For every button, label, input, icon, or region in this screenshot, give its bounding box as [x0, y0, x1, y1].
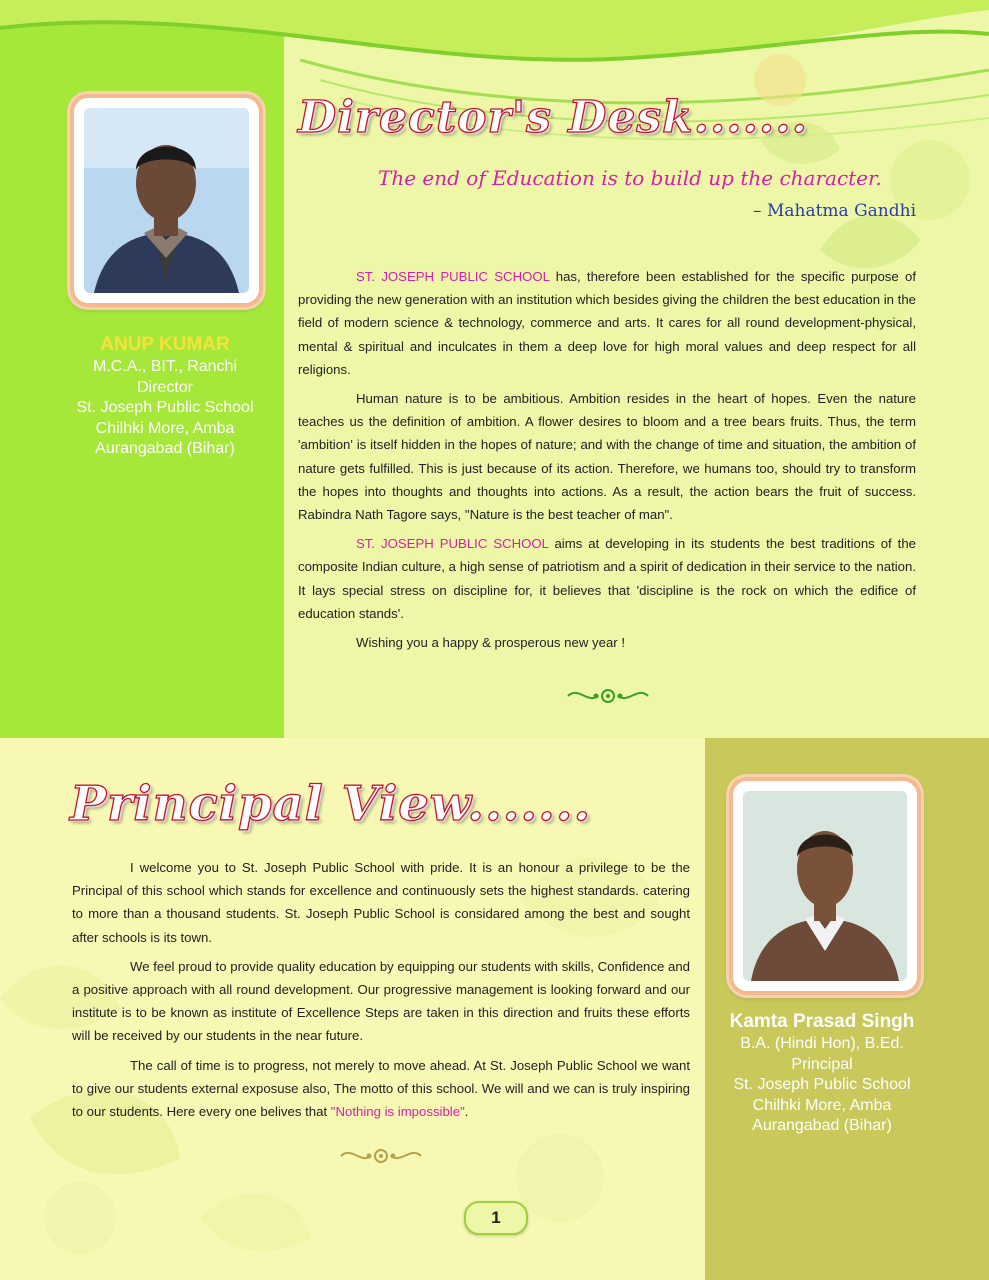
quote-text: The end of Education is to build up the character.	[378, 166, 882, 190]
principal-name: Kamta Prasad Singh	[729, 1011, 915, 1032]
director-message	[298, 265, 916, 660]
director-address-line1: Chilhki More, Amba	[95, 419, 235, 437]
school-name-highlight: ST. JOSEPH PUBLIC SCHOOL	[356, 536, 549, 552]
director-paragraph-2: Human nature is to be ambitious. Ambition resides in the heart of hopes. Even the nature teaches us the definition of ambition. A flower desires to bloom and a tree bears fruits. Thus, the term 'ambition' is itself hidden in the hopes of nature; and with the change of time and situation, the ambition of nature gets fulfilled. This is just because of its action. Therefore, we humans too, should try to transform the hopes into thoughts and thoughts into actions. As a result, the action bears the fruit of success. Rabindra Nath Tagore says, "Nature is the best teacher of man".	[298, 391, 916, 523]
principal-qualification: B.A. (Hindi Hon), B.Ed.	[740, 1035, 904, 1052]
ornament-divider-icon	[566, 686, 650, 706]
principal-paragraph-1: I welcome you to St. Joseph Public School with pride. It is an honour a privilege to be the Principal of this school which stands for excellence and continuously sets the highest standards. catering to more than a thousand students. St. Joseph Public School is considared among the best and sought after schools is its town.	[72, 860, 690, 945]
principal-paragraph-2: We feel proud to provide quality education by equipping our students with skills, Confidence and a positive approach with all round development. Our progressive management is looking forward and our institute is to be known as institute of Excellence Steps are taken in this direction and fruits these efforts will be received by our students in the near future.	[72, 958, 690, 1044]
director-photo-frame	[70, 94, 263, 307]
principal-paragraph-3: The call of time is to progress, not merely to move ahead. At St. Joseph Public School we want to give our students external exposuse also, The motto of this school. We will and we can is truly inspiring to our students. Here every one belives that "Nothing is impossible".	[72, 1057, 690, 1120]
page-number: 1	[464, 1201, 528, 1235]
principal-address-line2: Aurangabad (Bihar)	[752, 1117, 892, 1134]
principal-photo	[743, 791, 907, 981]
director-paragraph-4: Wishing you a happy & prosperous new year !	[356, 635, 626, 651]
director-qualification: M.C.A., BIT., Ranchi	[92, 358, 238, 375]
principal-section	[0, 738, 989, 1280]
director-address-line2: Aurangabad (Bihar)	[95, 440, 235, 457]
principal-view-heading: Principal View.......	[70, 776, 592, 832]
director-paragraph-1: ST. JOSEPH PUBLIC SCHOOL has, therefore been established for the specific purpose of providing the new generation with an institution which besides giving the children the best education in the field of modern science & technology, commerce and arts. It cares for all round development-physical, mental & spiritual and inculcates in them a deep love for high moral values and deep respect for all religions.	[298, 269, 917, 377]
principal-address-line1: Chilhki More, Amba	[752, 1096, 892, 1114]
director-designation: Director	[136, 378, 193, 396]
motto-highlight: "Nothing is impossible"	[330, 1104, 465, 1120]
director-info	[40, 333, 290, 460]
quote-author: – Mahatma Gandhi	[753, 201, 916, 221]
director-school: St. Joseph Public School	[76, 399, 254, 416]
principal-info	[697, 1010, 947, 1137]
directors-desk-heading: Director's Desk.......	[298, 92, 808, 143]
principal-photo-frame	[729, 777, 921, 995]
school-name-highlight: ST. JOSEPH PUBLIC SCHOOL	[356, 269, 550, 284]
principal-designation: Principal	[791, 1055, 853, 1073]
principal-message	[72, 856, 690, 1129]
principal-school: St. Joseph Public School	[733, 1076, 911, 1093]
director-name: ANUP KUMAR	[100, 334, 230, 355]
director-paragraph-3: ST. JOSEPH PUBLIC SCHOOL aims at developing in its students the best traditions of the composite Indian culture, a high sense of patriotism and a spirit of dedication in their service to the nation. It lays special stress on discipline for, it believes that 'discipline is the rock on which the edifice of education stands'.	[298, 536, 916, 621]
director-photo	[84, 108, 249, 293]
ornament-divider-icon	[339, 1146, 423, 1166]
